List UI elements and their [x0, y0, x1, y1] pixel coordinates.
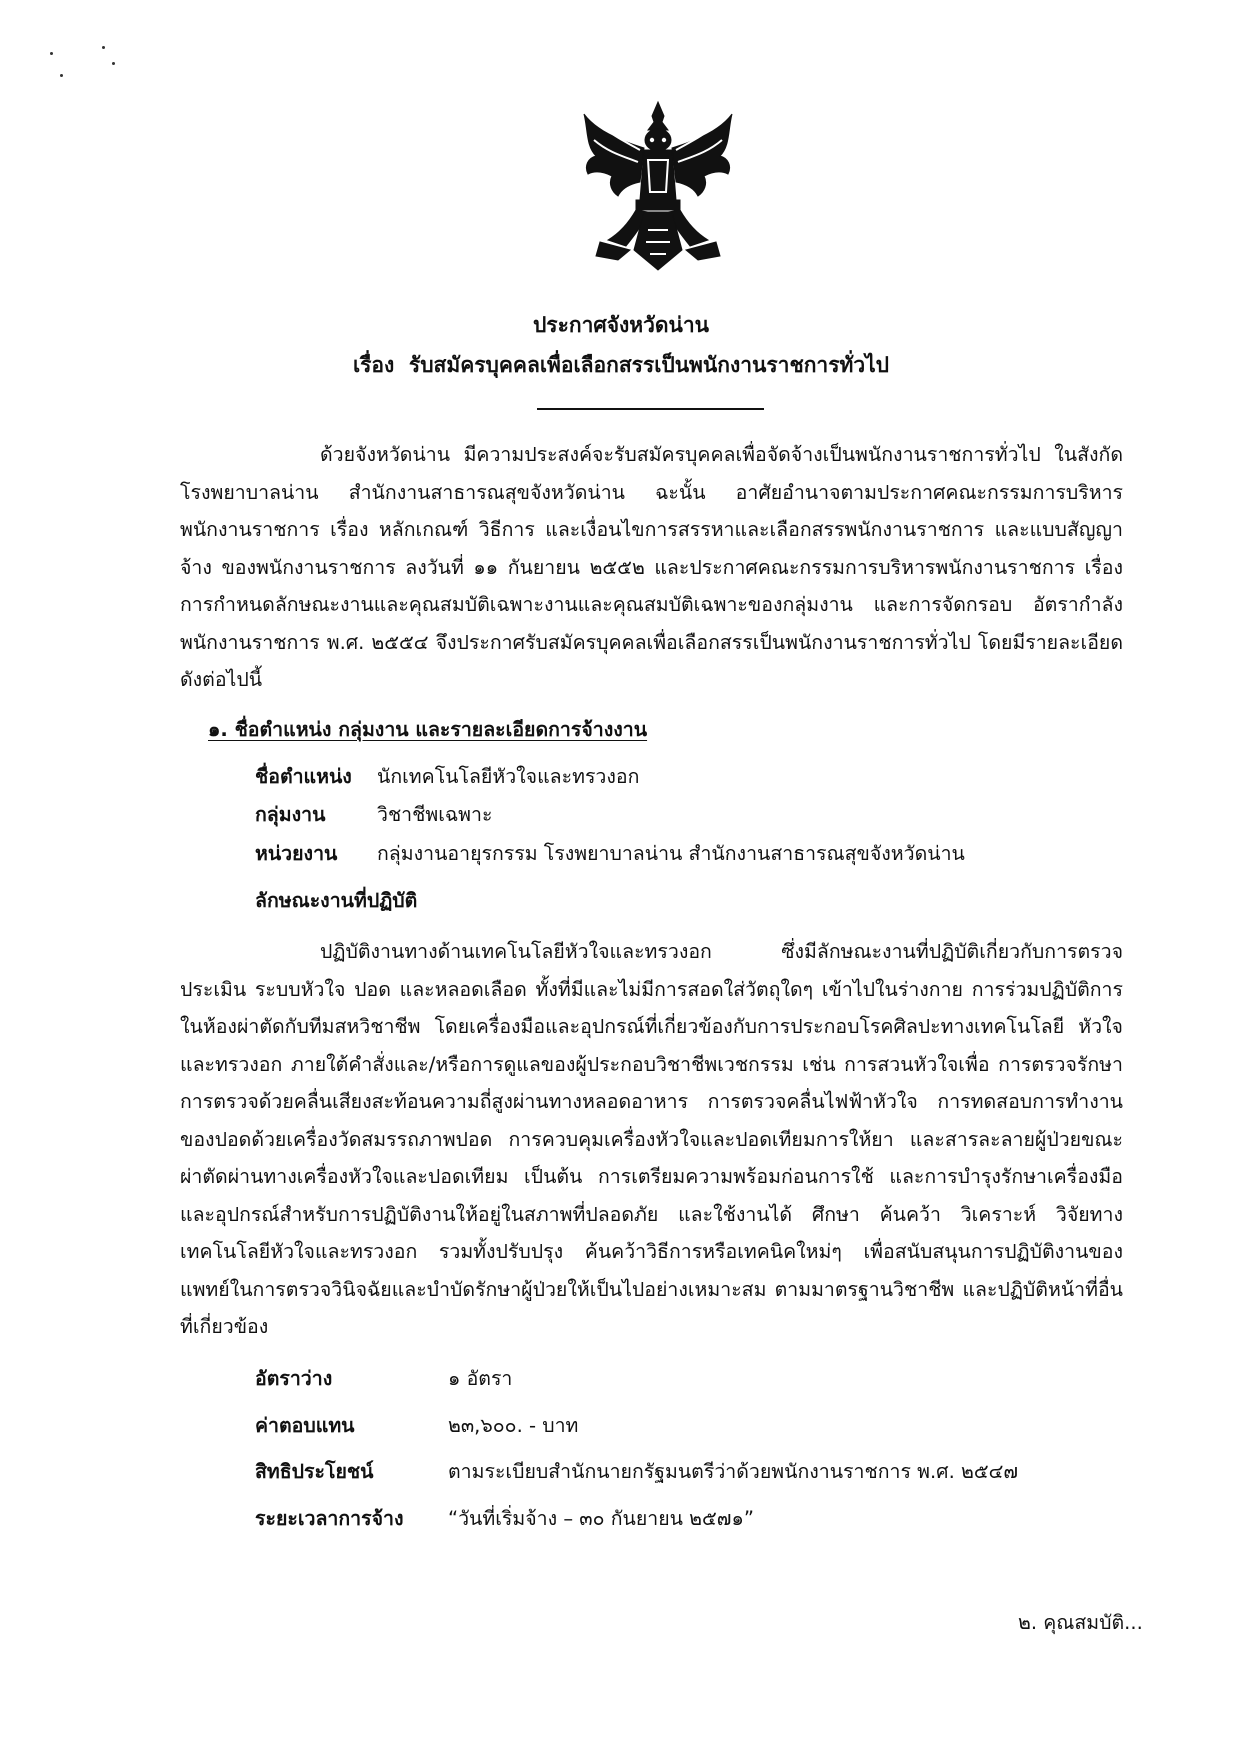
document-subject: [0, 350, 1242, 380]
period-label: ระยะเวลาการจ้าง: [255, 1507, 404, 1530]
vacancy-label: อัตราว่าง: [255, 1367, 333, 1390]
position-label: ชื่อตำแหน่ง: [255, 765, 352, 788]
continuation-marker: ๒. คุณสมบัติ...: [1018, 1611, 1143, 1634]
position-value: นักเทคโนโลยีหัวใจและทรวงอก: [377, 765, 640, 788]
scan-speck: [102, 46, 105, 49]
period-value: “วันที่เริ่มจ้าง – ๓๐ กันยายน ๒๕๗๑”: [448, 1507, 754, 1530]
scan-speck: [112, 62, 115, 65]
benefits-label: สิทธิประโยชน์: [255, 1460, 374, 1483]
vacancy-value: ๑ อัตรา: [448, 1367, 513, 1390]
group-value: วิชาชีพเฉพาะ: [377, 803, 493, 826]
scan-speck: [60, 74, 63, 77]
garuda-emblem: [578, 100, 738, 280]
title-divider: [537, 408, 764, 410]
scan-speck: [50, 52, 53, 55]
salary-label: ค่าตอบแทน: [255, 1414, 355, 1437]
subject-text: รับสมัครบุคคลเพื่อเลือกสรรเป็นพนักงานราชการทั่วไป: [408, 353, 890, 377]
duties-paragraph: ปฏิบัติงานทางด้านเทคโนโลยีหัวใจและทรวงอก ซึ่งมีลักษณะงานที่ปฏิบัติเกี่ยวกับการตรวจประเมิน ระบบหัวใจ ปอด และหลอดเลือด ทั้งที่มีและไม่มีการสอดใส่วัตถุใดๆ เข้าไปในร่างกาย การร่วมปฏิบัติการ ในห้องผ่าตัดกับทีมสหวิชาชีพ โดยเครื่องมือและอุปกรณ์ที่เกี่ยวข้องกับการประกอบโรคศิลปะทางเทคโนโลยี หัวใจและทรวงอก ภายใต้คำสั่งและ/หรือการดูแลของผู้ประกอบวิชาชีพเวชกรรม เช่น การสวนหัวใจเพื่อ การตรวจรักษา การตรวจด้วยคลื่นเสียงสะท้อนความถี่สูงผ่านทางหลอดอาหาร การตรวจคลื่นไฟฟ้าหัวใจ การทดสอบการทำงานของปอดด้วยเครื่องวัดสมรรถภาพปอด การควบคุมเครื่องหัวใจและปอดเทียมการให้ยา และสารละลายผู้ป่วยขณะผ่าตัดผ่านทางเครื่องหัวใจและปอดเทียม เป็นต้น การเตรียมความพร้อมก่อนการใช้ และการบำรุงรักษาเครื่องมือและอุปกรณ์สำหรับการปฏิบัติงานให้อยู่ในสภาพที่ปลอดภัย และใช้งานได้ ศึกษา ค้นคว้า วิเคราะห์ วิจัยทางเทคโนโลยีหัวใจและทรวงอก รวมทั้งปรับปรุง ค้นคว้าวิธีการหรือเทคนิคใหม่ๆ เพื่อสนับสนุนการปฏิบัติงานของแพทย์ในการตรวจวินิจฉัยและบำบัดรักษาผู้ป่วยให้เป็นไปอย่างเหมาะสม ตามมาตรฐานวิชาชีพ และปฏิบัติหน้าที่อื่นที่เกี่ยวข้อง: [180, 940, 1123, 1338]
benefits-value: ตามระเบียบสำนักนายกรัฐมนตรีว่าด้วยพนักงานราชการ พ.ศ. ๒๕๔๗: [448, 1460, 1018, 1483]
salary-value: ๒๓,๖๐๐. - บาท: [448, 1414, 579, 1437]
document-title: ประกาศจังหวัดน่าน: [532, 313, 710, 337]
section1-heading: ๑. ชื่อตำแหน่ง กลุ่มงาน และรายละเอียดการจ้างงาน: [208, 718, 648, 741]
subject-prefix: เรื่อง: [352, 353, 395, 377]
unit-value: กลุ่มงานอายุรกรรม โรงพยาบาลน่าน สำนักงานสาธารณสุขจังหวัดน่าน: [377, 842, 965, 865]
unit-label: หน่วยงาน: [255, 842, 338, 865]
duties-heading: ลักษณะงานที่ปฏิบัติ: [255, 889, 418, 912]
intro-paragraph: ด้วยจังหวัดน่าน มีความประสงค์จะรับสมัครบุคคลเพื่อจัดจ้างเป็นพนักงานราชการทั่วไป ในสังกัดโรงพยาบาลน่าน สำนักงานสาธารณสุขจังหวัดน่าน ฉะนั้น อาศัยอำนาจตามประกาศคณะกรรมการบริหาร พนักงานราชการ เรื่อง หลักเกณฑ์ วิธีการ และเงื่อนไขการสรรหาและเลือกสรรพนักงานราชการ และแบบสัญญาจ้าง ของพนักงานราชการ ลงวันที่ ๑๑ กันยายน ๒๕๕๒ และประกาศคณะกรรมการบริหารพนักงานราชการ เรื่อง การกำหนดลักษณะงานและคุณสมบัติเฉพาะงานและคุณสมบัติเฉพาะของกลุ่มงาน และการจัดกรอบ อัตรากำลังพนักงานราชการ พ.ศ. ๒๕๕๔ จึงประกาศรับสมัครบุคคลเพื่อเลือกสรรเป็นพนักงานราชการทั่วไป โดยมีรายละเอียดดังต่อไปนี้: [180, 443, 1123, 691]
group-label: กลุ่มงาน: [255, 803, 326, 826]
